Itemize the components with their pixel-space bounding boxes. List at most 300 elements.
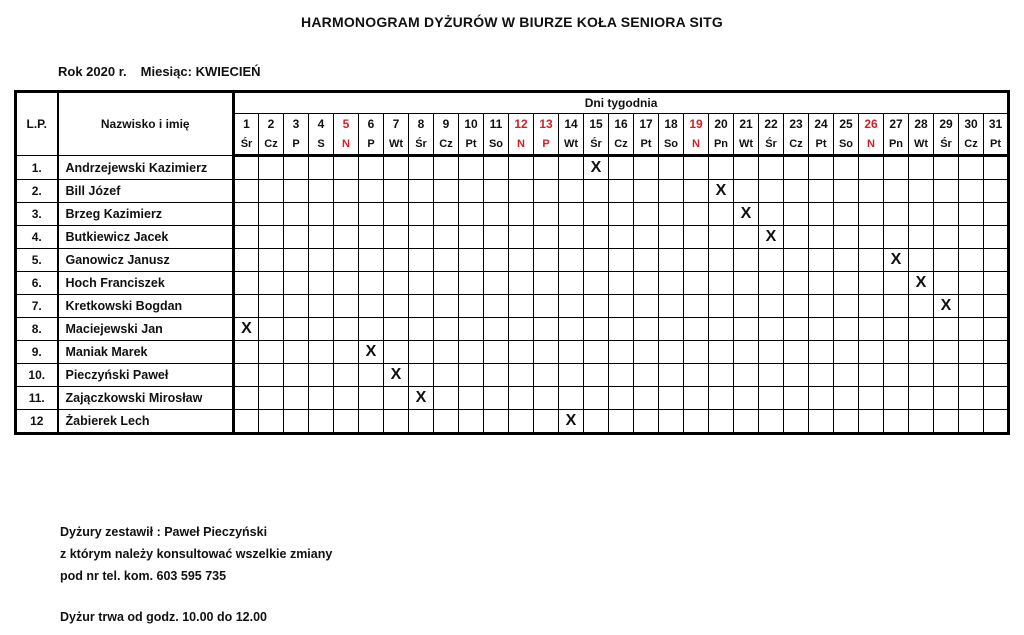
day-weekday: So bbox=[834, 134, 859, 156]
day-cell bbox=[559, 341, 584, 364]
day-cell bbox=[759, 156, 784, 180]
day-cell bbox=[884, 387, 909, 410]
day-cell bbox=[434, 226, 459, 249]
day-cell bbox=[834, 410, 859, 434]
duty-mark: X bbox=[934, 295, 959, 318]
day-cell bbox=[484, 180, 509, 203]
row-number: 7. bbox=[16, 295, 58, 318]
day-cell bbox=[309, 203, 334, 226]
day-cell bbox=[759, 387, 784, 410]
person-name: Brzeg Kazimierz bbox=[58, 203, 234, 226]
day-cell bbox=[634, 295, 659, 318]
day-cell bbox=[409, 341, 434, 364]
day-cell bbox=[784, 272, 809, 295]
day-cell bbox=[884, 226, 909, 249]
day-cell bbox=[834, 387, 859, 410]
day-cell bbox=[259, 272, 284, 295]
day-cell bbox=[584, 180, 609, 203]
day-cell bbox=[859, 364, 884, 387]
day-cell bbox=[284, 410, 309, 434]
day-cell bbox=[634, 180, 659, 203]
person-name: Żabierek Lech bbox=[58, 410, 234, 434]
day-cell bbox=[959, 341, 984, 364]
day-cell bbox=[609, 249, 634, 272]
day-cell bbox=[259, 156, 284, 180]
day-cell bbox=[984, 387, 1009, 410]
day-number: 22 bbox=[759, 114, 784, 135]
day-cell bbox=[509, 410, 534, 434]
day-cell bbox=[534, 156, 559, 180]
day-cell bbox=[834, 318, 859, 341]
day-number: 24 bbox=[809, 114, 834, 135]
day-cell bbox=[709, 318, 734, 341]
day-cell bbox=[684, 387, 709, 410]
day-weekday: Pt bbox=[459, 134, 484, 156]
day-number: 19 bbox=[684, 114, 709, 135]
day-number: 28 bbox=[909, 114, 934, 135]
day-weekday: Śr bbox=[584, 134, 609, 156]
day-cell bbox=[609, 364, 634, 387]
day-cell bbox=[434, 272, 459, 295]
day-cell bbox=[534, 272, 559, 295]
day-cell bbox=[584, 410, 609, 434]
day-cell bbox=[309, 180, 334, 203]
day-cell bbox=[259, 180, 284, 203]
day-cell bbox=[859, 272, 884, 295]
duty-mark: X bbox=[909, 272, 934, 295]
day-cell bbox=[709, 203, 734, 226]
day-cell bbox=[434, 341, 459, 364]
day-cell bbox=[534, 341, 559, 364]
day-cell bbox=[459, 341, 484, 364]
day-cell bbox=[484, 364, 509, 387]
day-cell bbox=[959, 180, 984, 203]
day-cell bbox=[934, 318, 959, 341]
day-cell bbox=[284, 226, 309, 249]
day-cell bbox=[409, 156, 434, 180]
day-cell bbox=[659, 203, 684, 226]
day-cell bbox=[659, 226, 684, 249]
duty-mark: X bbox=[734, 203, 759, 226]
day-number: 5 bbox=[334, 114, 359, 135]
day-cell bbox=[784, 410, 809, 434]
duty-mark: X bbox=[559, 410, 584, 434]
day-cell bbox=[409, 295, 434, 318]
day-cell bbox=[684, 272, 709, 295]
day-cell bbox=[909, 203, 934, 226]
day-cell bbox=[709, 226, 734, 249]
day-weekday: P bbox=[284, 134, 309, 156]
row-number: 3. bbox=[16, 203, 58, 226]
day-cell bbox=[284, 180, 309, 203]
day-cell bbox=[309, 387, 334, 410]
day-cell bbox=[434, 295, 459, 318]
table-row bbox=[16, 203, 1009, 226]
day-cell bbox=[534, 364, 559, 387]
day-cell bbox=[734, 410, 759, 434]
day-cell bbox=[334, 203, 359, 226]
day-weekday: P bbox=[534, 134, 559, 156]
day-cell bbox=[734, 249, 759, 272]
day-weekday: Cz bbox=[434, 134, 459, 156]
day-cell bbox=[984, 180, 1009, 203]
day-cell bbox=[559, 226, 584, 249]
duty-mark: X bbox=[884, 249, 909, 272]
day-cell bbox=[884, 156, 909, 180]
day-cell bbox=[809, 341, 834, 364]
day-weekday: Pn bbox=[884, 134, 909, 156]
day-cell bbox=[509, 295, 534, 318]
day-cell bbox=[484, 410, 509, 434]
day-number: 8 bbox=[409, 114, 434, 135]
day-cell bbox=[509, 272, 534, 295]
month-label: Miesiąc: KWIECIEŃ bbox=[140, 64, 261, 79]
day-cell bbox=[459, 203, 484, 226]
day-cell bbox=[334, 272, 359, 295]
day-cell bbox=[509, 180, 534, 203]
day-cell bbox=[759, 272, 784, 295]
day-cell bbox=[634, 387, 659, 410]
day-weekday: So bbox=[659, 134, 684, 156]
day-cell bbox=[859, 249, 884, 272]
day-number: 18 bbox=[659, 114, 684, 135]
day-cell bbox=[384, 226, 409, 249]
day-cell bbox=[484, 318, 509, 341]
day-cell bbox=[634, 341, 659, 364]
day-number: 21 bbox=[734, 114, 759, 135]
day-cell bbox=[509, 156, 534, 180]
day-cell bbox=[784, 295, 809, 318]
person-name: Bill Józef bbox=[58, 180, 234, 203]
day-cell bbox=[734, 318, 759, 341]
day-cell bbox=[459, 364, 484, 387]
day-cell bbox=[859, 180, 884, 203]
day-cell bbox=[734, 387, 759, 410]
person-name: Ganowicz Janusz bbox=[58, 249, 234, 272]
day-cell bbox=[609, 318, 634, 341]
person-name: Zajączkowski Mirosław bbox=[58, 387, 234, 410]
day-weekday: N bbox=[509, 134, 534, 156]
day-cell bbox=[584, 318, 609, 341]
day-cell bbox=[934, 180, 959, 203]
day-cell bbox=[484, 156, 509, 180]
day-cell bbox=[309, 226, 334, 249]
day-cell bbox=[259, 295, 284, 318]
day-cell bbox=[334, 180, 359, 203]
day-cell bbox=[859, 295, 884, 318]
day-cell bbox=[909, 364, 934, 387]
day-cell bbox=[684, 226, 709, 249]
day-cell bbox=[984, 226, 1009, 249]
lp-header: L.P. bbox=[16, 92, 58, 156]
day-cell bbox=[359, 295, 384, 318]
day-cell bbox=[534, 249, 559, 272]
day-cell bbox=[534, 226, 559, 249]
day-cell bbox=[284, 203, 309, 226]
day-cell bbox=[884, 272, 909, 295]
day-cell bbox=[809, 180, 834, 203]
day-cell bbox=[559, 295, 584, 318]
day-cell bbox=[459, 156, 484, 180]
day-cell bbox=[934, 364, 959, 387]
day-number: 27 bbox=[884, 114, 909, 135]
name-header: Nazwisko i imię bbox=[58, 92, 234, 156]
day-cell bbox=[384, 341, 409, 364]
day-cell bbox=[234, 249, 259, 272]
day-number: 10 bbox=[459, 114, 484, 135]
day-cell bbox=[659, 410, 684, 434]
day-cell bbox=[709, 341, 734, 364]
day-cell bbox=[284, 318, 309, 341]
day-cell bbox=[459, 318, 484, 341]
day-cell bbox=[759, 318, 784, 341]
day-cell bbox=[634, 156, 659, 180]
day-cell bbox=[634, 226, 659, 249]
day-cell bbox=[834, 364, 859, 387]
day-cell bbox=[934, 249, 959, 272]
day-cell bbox=[559, 364, 584, 387]
day-cell bbox=[834, 226, 859, 249]
day-weekday: Pn bbox=[709, 134, 734, 156]
day-cell bbox=[559, 318, 584, 341]
day-cell bbox=[659, 318, 684, 341]
day-cell bbox=[884, 203, 909, 226]
day-cell bbox=[909, 226, 934, 249]
day-cell bbox=[259, 387, 284, 410]
day-cell bbox=[734, 295, 759, 318]
day-cell bbox=[659, 364, 684, 387]
day-number: 1 bbox=[234, 114, 259, 135]
day-cell bbox=[709, 364, 734, 387]
day-cell bbox=[234, 156, 259, 180]
day-cell bbox=[984, 156, 1009, 180]
day-cell bbox=[709, 249, 734, 272]
day-cell bbox=[509, 341, 534, 364]
day-cell bbox=[484, 295, 509, 318]
day-weekday: N bbox=[334, 134, 359, 156]
day-cell bbox=[334, 249, 359, 272]
day-cell bbox=[834, 156, 859, 180]
day-cell bbox=[359, 156, 384, 180]
row-number: 12 bbox=[16, 410, 58, 434]
day-cell bbox=[984, 272, 1009, 295]
day-number: 31 bbox=[984, 114, 1009, 135]
day-cell bbox=[334, 318, 359, 341]
day-cell bbox=[384, 180, 409, 203]
duty-mark: X bbox=[759, 226, 784, 249]
day-cell bbox=[659, 156, 684, 180]
duty-mark: X bbox=[384, 364, 409, 387]
day-cell bbox=[309, 295, 334, 318]
day-cell bbox=[809, 203, 834, 226]
day-cell bbox=[559, 180, 584, 203]
day-cell bbox=[509, 226, 534, 249]
day-cell bbox=[409, 226, 434, 249]
day-cell bbox=[409, 364, 434, 387]
day-cell bbox=[309, 156, 334, 180]
day-cell bbox=[784, 226, 809, 249]
day-cell bbox=[709, 410, 734, 434]
day-cell bbox=[784, 156, 809, 180]
day-weekday: S bbox=[309, 134, 334, 156]
day-cell bbox=[484, 272, 509, 295]
day-cell bbox=[809, 226, 834, 249]
day-cell bbox=[309, 249, 334, 272]
day-number: 16 bbox=[609, 114, 634, 135]
day-cell bbox=[934, 341, 959, 364]
day-cell bbox=[309, 272, 334, 295]
day-number: 6 bbox=[359, 114, 384, 135]
day-number: 23 bbox=[784, 114, 809, 135]
day-cell bbox=[409, 272, 434, 295]
day-cell bbox=[609, 180, 634, 203]
day-cell bbox=[559, 272, 584, 295]
day-cell bbox=[759, 249, 784, 272]
day-cell bbox=[359, 410, 384, 434]
day-cell bbox=[234, 203, 259, 226]
day-cell bbox=[584, 226, 609, 249]
person-name: Maniak Marek bbox=[58, 341, 234, 364]
day-cell bbox=[984, 295, 1009, 318]
day-cell bbox=[234, 364, 259, 387]
day-number: 2 bbox=[259, 114, 284, 135]
footer-consult-note: z którym należy konsultować wszelkie zmiany bbox=[60, 547, 333, 561]
day-cell bbox=[509, 364, 534, 387]
day-weekday: Pt bbox=[984, 134, 1009, 156]
day-cell bbox=[384, 387, 409, 410]
day-number: 3 bbox=[284, 114, 309, 135]
day-cell bbox=[634, 249, 659, 272]
day-number: 7 bbox=[384, 114, 409, 135]
day-cell bbox=[934, 272, 959, 295]
day-cell bbox=[709, 387, 734, 410]
day-cell bbox=[384, 203, 409, 226]
day-cell bbox=[709, 156, 734, 180]
table-row bbox=[16, 318, 1009, 341]
day-cell bbox=[884, 295, 909, 318]
day-cell bbox=[684, 318, 709, 341]
day-cell bbox=[534, 203, 559, 226]
day-cell bbox=[934, 156, 959, 180]
day-cell bbox=[534, 180, 559, 203]
day-cell bbox=[859, 410, 884, 434]
row-number: 1. bbox=[16, 156, 58, 180]
duty-mark: X bbox=[359, 341, 384, 364]
day-cell bbox=[259, 249, 284, 272]
day-cell bbox=[984, 364, 1009, 387]
day-number: 17 bbox=[634, 114, 659, 135]
day-cell bbox=[509, 249, 534, 272]
day-cell bbox=[884, 180, 909, 203]
day-cell bbox=[409, 410, 434, 434]
person-name: Andrzejewski Kazimierz bbox=[58, 156, 234, 180]
day-weekday: Wt bbox=[909, 134, 934, 156]
day-cell bbox=[359, 318, 384, 341]
day-cell bbox=[859, 226, 884, 249]
day-cell bbox=[959, 295, 984, 318]
day-cell bbox=[959, 156, 984, 180]
day-cell bbox=[634, 272, 659, 295]
day-cell bbox=[609, 341, 634, 364]
day-cell bbox=[459, 272, 484, 295]
day-cell bbox=[684, 341, 709, 364]
day-cell bbox=[859, 318, 884, 341]
day-cell bbox=[759, 410, 784, 434]
day-cell bbox=[359, 180, 384, 203]
day-cell bbox=[509, 318, 534, 341]
day-cell bbox=[359, 203, 384, 226]
day-weekday: Cz bbox=[609, 134, 634, 156]
day-cell bbox=[634, 364, 659, 387]
day-cell bbox=[434, 203, 459, 226]
day-cell bbox=[384, 156, 409, 180]
day-cell bbox=[434, 364, 459, 387]
day-cell bbox=[584, 387, 609, 410]
day-weekday: So bbox=[484, 134, 509, 156]
table-row bbox=[16, 387, 1009, 410]
day-cell bbox=[559, 203, 584, 226]
person-name: Maciejewski Jan bbox=[58, 318, 234, 341]
day-cell bbox=[584, 249, 609, 272]
day-cell bbox=[334, 410, 359, 434]
day-cell bbox=[384, 295, 409, 318]
day-cell bbox=[409, 180, 434, 203]
day-cell bbox=[834, 180, 859, 203]
day-weekday: Wt bbox=[384, 134, 409, 156]
day-cell bbox=[434, 180, 459, 203]
day-cell bbox=[259, 203, 284, 226]
day-cell bbox=[284, 341, 309, 364]
day-cell bbox=[684, 295, 709, 318]
person-name: Pieczyński Paweł bbox=[58, 364, 234, 387]
day-number: 4 bbox=[309, 114, 334, 135]
day-cell bbox=[784, 180, 809, 203]
row-number: 4. bbox=[16, 226, 58, 249]
day-cell bbox=[459, 295, 484, 318]
day-cell bbox=[759, 364, 784, 387]
day-cell bbox=[334, 387, 359, 410]
day-cell bbox=[309, 318, 334, 341]
day-cell bbox=[284, 272, 309, 295]
row-number: 11. bbox=[16, 387, 58, 410]
day-cell bbox=[759, 341, 784, 364]
day-cell bbox=[934, 226, 959, 249]
person-name: Hoch Franciszek bbox=[58, 272, 234, 295]
day-cell bbox=[459, 249, 484, 272]
day-cell bbox=[984, 249, 1009, 272]
day-cell bbox=[909, 318, 934, 341]
footer-duty-hours: Dyżur trwa od godz. 10.00 do 12.00 bbox=[60, 610, 268, 624]
day-cell bbox=[434, 387, 459, 410]
day-cell bbox=[259, 318, 284, 341]
day-cell bbox=[234, 341, 259, 364]
day-cell bbox=[359, 249, 384, 272]
day-cell bbox=[909, 156, 934, 180]
person-name: Kretkowski Bogdan bbox=[58, 295, 234, 318]
row-number: 2. bbox=[16, 180, 58, 203]
day-cell bbox=[759, 180, 784, 203]
person-name: Butkiewicz Jacek bbox=[58, 226, 234, 249]
day-weekday: Cz bbox=[959, 134, 984, 156]
day-cell bbox=[684, 364, 709, 387]
day-cell bbox=[859, 156, 884, 180]
table-row bbox=[16, 156, 1009, 180]
day-cell bbox=[259, 364, 284, 387]
day-cell bbox=[234, 295, 259, 318]
day-cell bbox=[834, 341, 859, 364]
day-cell bbox=[659, 180, 684, 203]
table-row bbox=[16, 364, 1009, 387]
